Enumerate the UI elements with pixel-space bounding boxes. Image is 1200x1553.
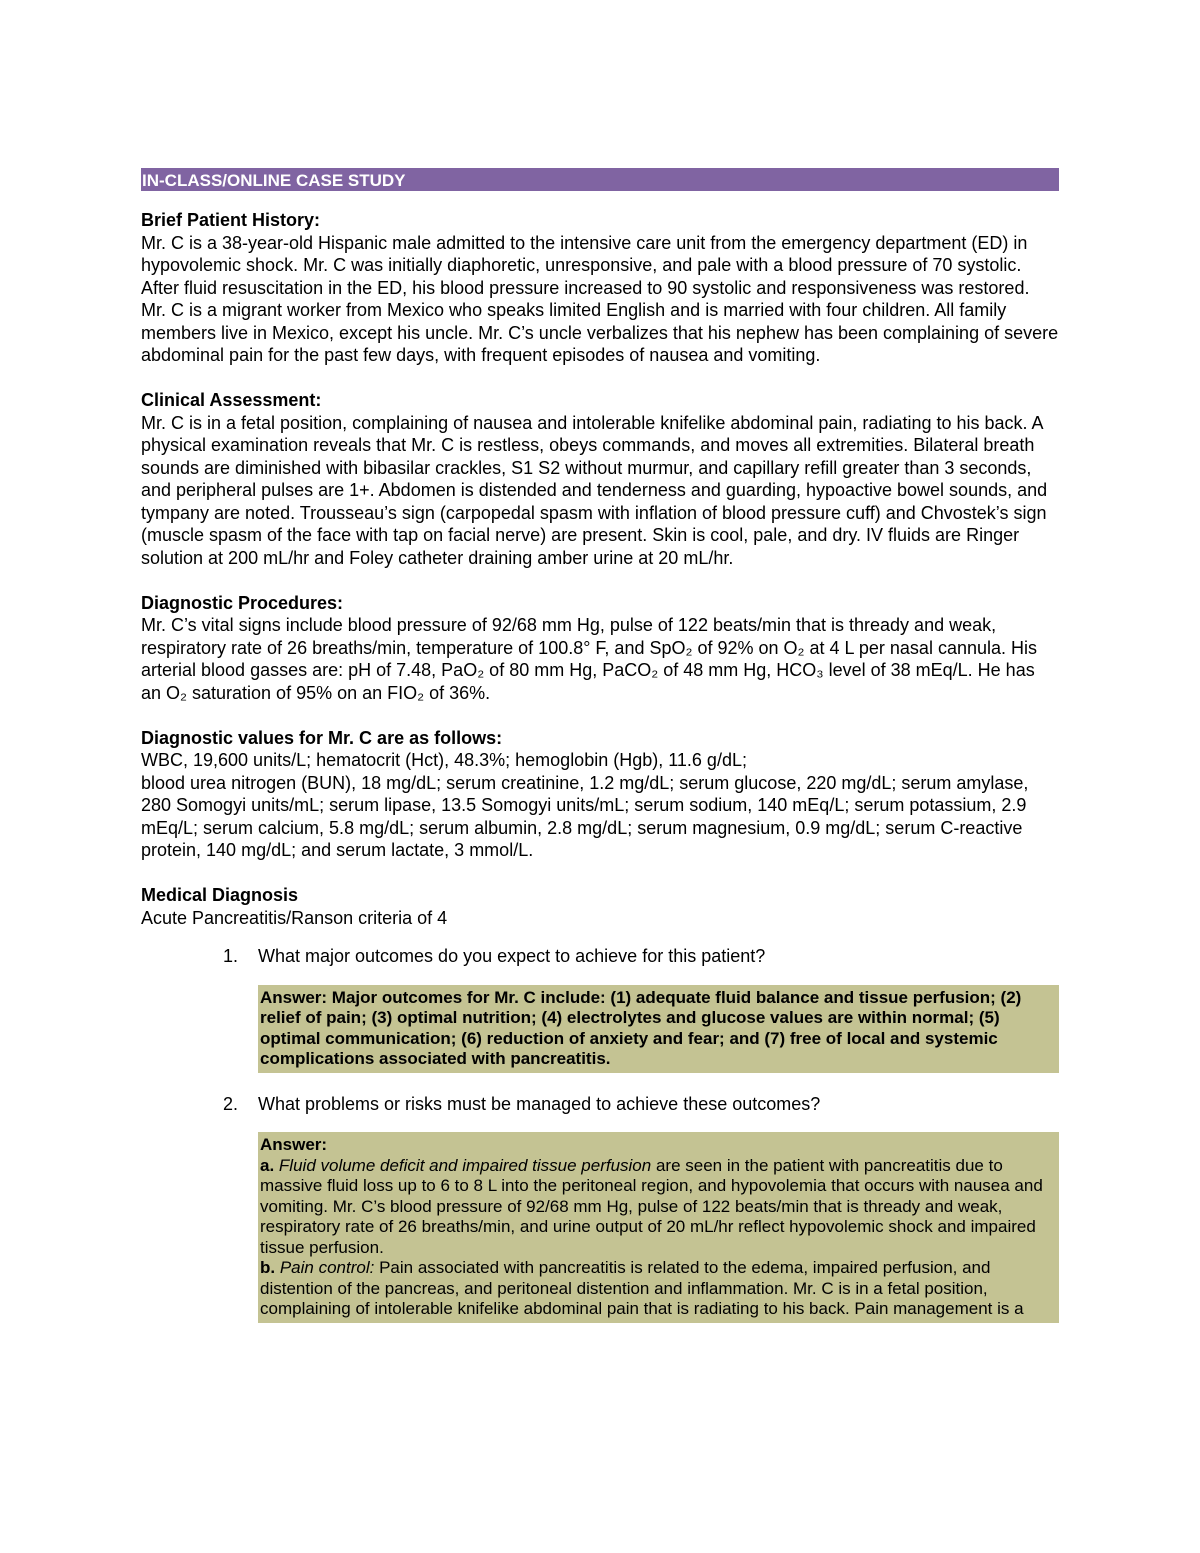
section-text: Mr. C is a 38-year-old Hispanic male admitted to the intensive care unit from the emergency department (ED) in hypovolemic shock. Mr. C was initially diaphoretic, unresponsive, and pale with a blood pressure of 70 systolic. After fluid resuscitation in the ED, his blood pressure increased to 90 systolic and responsiveness was restored. Mr. C is a migrant worker from Mexico who speaks limited English and is married with four children. All family members live in Mexico, except his uncle. Mr. C’s uncle verbalizes that his nephew has been complaining of severe abdominal pain for the past few days, with frequent episodes of nausea and vomiting. — [141, 232, 1059, 365]
question-text: What problems or risks must be managed to achieve these outcomes? — [258, 1093, 821, 1114]
section-heading: Clinical Assessment: — [141, 390, 322, 410]
item-marker: a. — [260, 1155, 275, 1175]
item-marker: b. — [260, 1258, 276, 1277]
clinical-assessment-section — [141, 389, 1059, 569]
section-heading: Medical Diagnosis — [141, 885, 299, 905]
item-heading: Fluid volume deficit and impaired tissue perfusion — [278, 1155, 652, 1175]
answer-item-b — [260, 1258, 1055, 1320]
section-text-line2: blood urea nitrogen (BUN), 18 mg/dL; serum creatinine, 1.2 mg/dL; serum glucose, 220 mg/dL; serum amylase, 280 Somogyi units/mL; serum lipase, 13.5 Somogyi units/mL; serum sodium, 140 mEq/L; serum potassium, 2.9 mEq/L; serum calcium, 5.8 mg/dL; serum albumin, 2.8 mg/dL; serum magnesium, 0.9 mg/dL; serum C-reactive protein, 140 mg/dL; and serum lactate, 3 mmol/L. — [141, 772, 1029, 860]
question-1 — [141, 945, 1059, 968]
patient-history-section — [141, 209, 1059, 367]
answer-1-box: Answer: Major outcomes for Mr. C include: (1) adequate fluid balance and tissue perfusion; (2) relief of pain; (3) optimal nutrition; (4) electrolytes and glucose values are within normal; (5) optimal communication; (6) reduction of anxiety and fear; and (7) free of local and systemic complications associated with pancreatitis. — [258, 985, 1059, 1073]
question-number: 2. — [223, 1093, 239, 1114]
medical-diagnosis-section — [141, 884, 1059, 929]
section-heading: Diagnostic values for Mr. C are as follows: — [141, 727, 503, 748]
section-text: Mr. C’s vital signs include blood pressure of 92/68 mm Hg, pulse of 122 beats/min that is thready and weak, respiratory rate of 26 breaths/min, temperature of 100.8° F, and SpO₂ of 92% on O₂ at 4 L per nasal cannula. His arterial blood gasses are: pH of 7.48, PaO₂ of 80 mm Hg, PaCO₂ of 48 mm Hg, HCO₃ level of 38 mEq/L. He has an O₂ saturation of 95% on an FIO₂ of 36%. — [141, 615, 1037, 703]
section-heading: Diagnostic Procedures: — [141, 592, 344, 613]
section-text: Mr. C is in a fetal position, complaining of nausea and intolerable knifelike abdominal pain, radiating to his back. A physical examination reveals that Mr. C is restless, obeys commands, and moves all extremities. Bilateral breath sounds are diminished with bibasilar crackles, S1 S2 without murmur, and capillary refill greater than 3 seconds, and peripheral pulses are 1+. Abdomen is distended and tenderness and guarding, hypoactive bowel sounds, and tympany are noted. Trousseau’s sign (carpopedal spasm with inflation of blood pressure cuff) and Chvostek’s sign (muscle spasm of the face with tap on facial nerve) are present. Skin is cool, pale, and dry. IV fluids are Ringer solution at 200 mL/hr and Foley catheter draining amber urine at 20 mL/hr. — [141, 412, 1048, 568]
item-text: are seen in the patient with pancreatitis due to massive fluid loss up to 6 to 8 L into the peritoneal region, and hypovolemia that occurs with nausea and vomiting. Mr. C’s blood pressure of 92/68 mm Hg, pulse of 122 beats/min that is thready and weak, respiratory rate of 26 breaths/min, and urine output of 20 mL/hr reflect hypovolemic shock and impaired tissue perfusion. — [260, 1155, 1043, 1257]
section-heading: Brief Patient History: — [141, 210, 321, 230]
diagnostic-procedures-section — [141, 592, 1059, 705]
answer-2-box — [258, 1132, 1059, 1323]
section-text: Acute Pancreatitis/Ranson criteria of 4 — [141, 907, 448, 928]
diagnostic-values-section — [141, 727, 1059, 862]
case-study-banner: IN-CLASS/ONLINE CASE STUDY — [141, 168, 1059, 191]
answer-label: Answer: — [260, 1135, 328, 1154]
question-number: 1. — [223, 946, 239, 966]
answer-item-a — [260, 1156, 1055, 1259]
item-text: Pain associated with pancreatitis is related to the edema, impaired perfusion, and distention of the pancreas, and peritoneal distention and inflammation. Mr. C is in a fetal position, complaining of intolerable knifelike abdominal pain that is radiating to his back. Pain management is a — [260, 1258, 1024, 1318]
section-text-line1: WBC, 19,600 units/L; hematocrit (Hct), 48.3%; hemoglobin (Hgb), 11.6 g/dL; — [141, 750, 747, 770]
question-text: What major outcomes do you expect to achieve for this patient? — [258, 946, 766, 966]
item-heading: Pain control: — [279, 1258, 375, 1277]
question-2 — [141, 1093, 1059, 1116]
document-page — [141, 168, 1059, 1323]
